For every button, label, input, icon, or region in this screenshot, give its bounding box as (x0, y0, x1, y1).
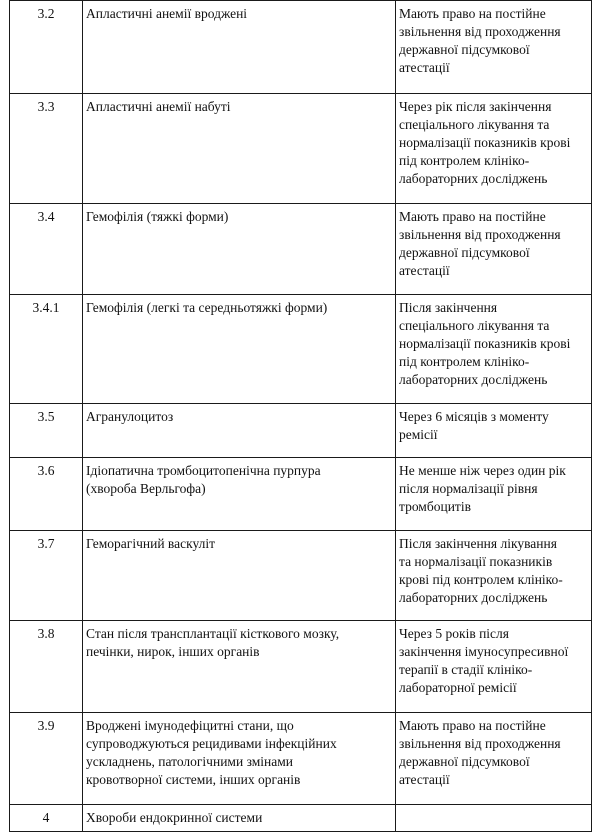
section-heading: Хвороби ендокринної системи (83, 805, 396, 832)
table-row (10, 805, 592, 832)
row-number: 3.4.1 (10, 295, 83, 404)
table-row (10, 94, 592, 204)
exemption-rule: Мають право на постійне звільнення від проходження державної підсумкової атестації (396, 713, 592, 805)
exemption-rule: Через рік після закінчення спеціального лікування та нормалізації показників крові під контролем клініко- лабораторних досліджень (396, 94, 592, 204)
row-number: 3.9 (10, 713, 83, 805)
disease-name: Апластичні анемії вроджені (83, 1, 396, 94)
row-number: 4 (10, 805, 83, 832)
row-number: 3.7 (10, 531, 83, 621)
row-number: 3.6 (10, 458, 83, 531)
disease-name: Вроджені імунодефіцитні стани, що супроводжуються рецидивами інфекційних ускладнень, патологічними змінами кровотворної системи, інших органів (83, 713, 396, 805)
row-number: 3.2 (10, 1, 83, 94)
exemption-rule: Після закінчення спеціального лікування та нормалізації показників крові під контролем клініко- лабораторних досліджень (396, 295, 592, 404)
disease-name: Ідіопатична тромбоцитопенічна пурпура (хвороба Верльгофа) (83, 458, 396, 531)
row-number: 3.5 (10, 404, 83, 458)
table-row (10, 713, 592, 805)
row-number: 3.3 (10, 94, 83, 204)
table-row (10, 1, 592, 94)
table-row (10, 295, 592, 404)
exemption-rule: Не менше ніж через один рік після нормалізації рівня тромбоцитів (396, 458, 592, 531)
table-row (10, 458, 592, 531)
disease-name: Апластичні анемії набуті (83, 94, 396, 204)
table-row (10, 621, 592, 713)
disease-name: Стан після трансплантації кісткового мозку, печінки, нирок, інших органів (83, 621, 396, 713)
exemption-rule: Через 5 років після закінчення імуносупресивної терапії в стадії клініко- лабораторної ремісії (396, 621, 592, 713)
table-row (10, 204, 592, 295)
exemption-rule: Мають право на постійне звільнення від проходження державної підсумкової атестації (396, 204, 592, 295)
disease-name: Гемофілія (тяжкі форми) (83, 204, 396, 295)
disease-name: Гемофілія (легкі та середньотяжкі форми) (83, 295, 396, 404)
row-number: 3.8 (10, 621, 83, 713)
row-number: 3.4 (10, 204, 83, 295)
table-row (10, 531, 592, 621)
exemption-rule: Через 6 місяців з моменту ремісії (396, 404, 592, 458)
disease-name: Агранулоцитоз (83, 404, 396, 458)
exemption-rule: Мають право на постійне звільнення від проходження державної підсумкової атестації (396, 1, 592, 94)
exemption-rule: Після закінчення лікування та нормалізації показників крові під контролем клініко- лабораторних досліджень (396, 531, 592, 621)
document-table (9, 0, 592, 832)
table-row (10, 404, 592, 458)
disease-name: Геморагічний васкуліт (83, 531, 396, 621)
exemption-rule (396, 805, 592, 832)
